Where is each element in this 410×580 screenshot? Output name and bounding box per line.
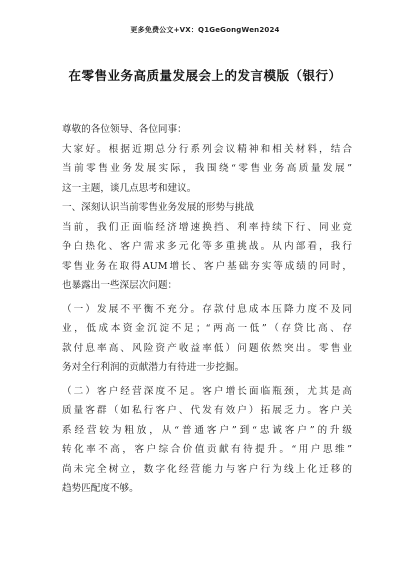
paragraph-line: 务对全行利润的贡献潜力有待进一步挖掘。 [62,362,245,373]
paragraph-line: （一）发展不平衡不充分。存款付息成本压降力度不及同 [62,303,352,315]
paragraph-line: 尚未完全树立，数字化经营能力与客户行为线上化迁移的 [62,463,352,475]
salutation-line: 尊敬的各位领导、各位同事： [62,124,187,135]
paragraph-line: 零售业务在取得AUM增长、客户基础夯实等成绩的同时， [62,260,352,272]
header-note: 更多免费公文+VX：Q1GeGongWen2024 [130,26,280,34]
paragraph-line: 这一主题，谈几点思考和建议。 [62,182,197,194]
paragraph-line: 款付息率高、风险资产收益率低）问题依然突出。零售业 [62,342,352,354]
paragraph-line: 系经营较为粗放，从“普通客户”到“忠诚客户”的升级 [62,424,352,436]
paragraph-line: 争白热化、客户需求多元化等多重挑战。从内部看，我行 [62,241,352,252]
paragraph-line: 当前，我们正面临经济增速换挡、利率持续下行、同业竞 [62,221,352,233]
paragraph-line: 也暴露出一些深层次问题： [62,280,178,291]
paragraph-line: 转化率不高，客户综合价值贡献有待提升。“用户思维” [62,444,352,455]
paragraph-line: 当前零售业务发展实际，我围绕“零售业务高质量发展” [62,163,352,174]
document-title: 在零售业务高质量发展会上的发言模版（银行） [68,68,342,83]
paragraph-line: （二）客户经营深度不足。客户增长面临瓶颈，尤其是高 [62,385,352,397]
section-heading: 一、深刻认识当前零售业务发展的形势与挑战 [62,202,254,213]
document-body [62,120,352,499]
paragraph-line: 质量客群（如私行客户、代发有效户）拓展乏力。客户关 [62,405,352,416]
paragraph-line: 大家好。根据近期总分行系列会议精神和相关材料，结合 [62,143,352,155]
paragraph-line: 业，低成本资金沉淀不足；“两高一低”（存贷比高、存 [62,323,352,334]
paragraph-line: 趋势匹配度不够。 [62,483,139,494]
